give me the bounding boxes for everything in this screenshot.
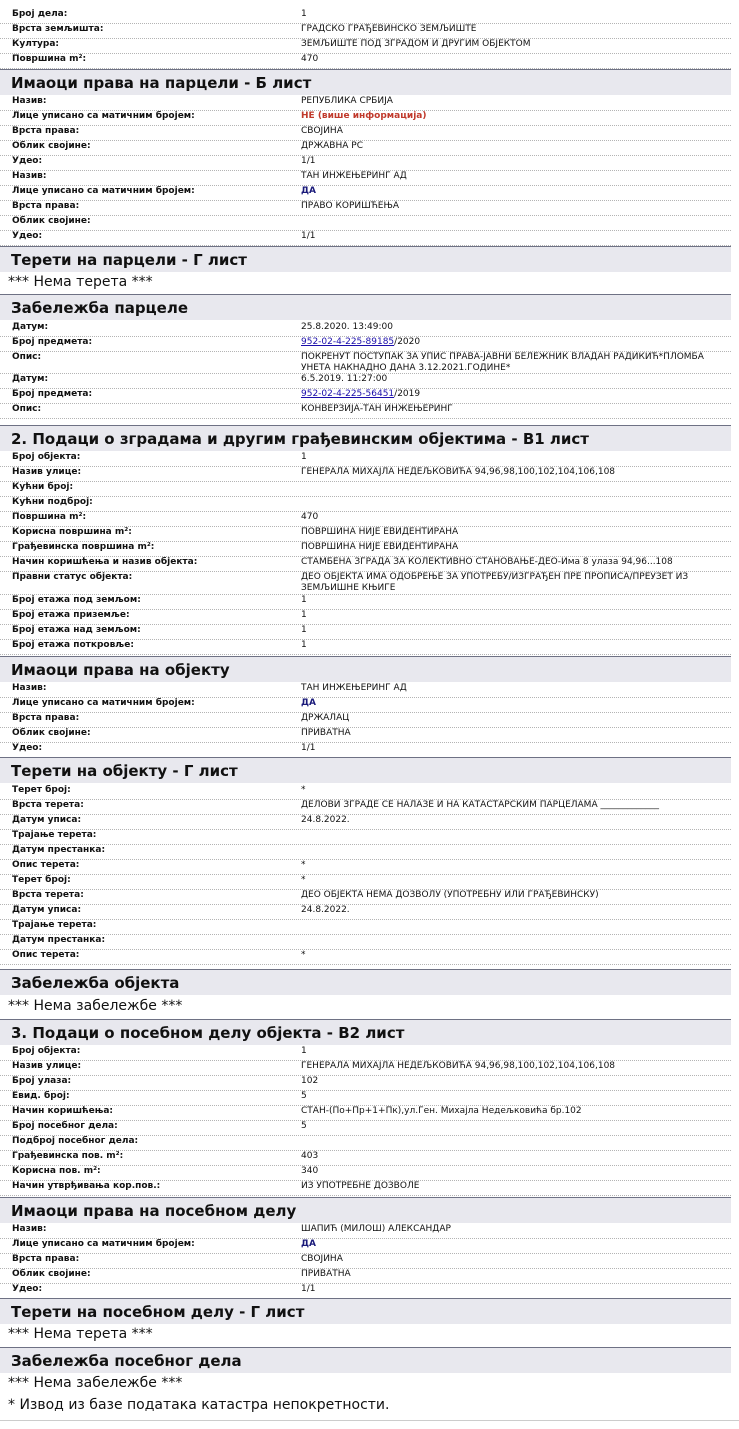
section-title: Терети на објекту - Г лист bbox=[11, 762, 238, 780]
field-value: ГЕНЕРАЛА МИХАЈЛА НЕДЕЉКОВИЋА 94,96,98,100,102,104,106,108 bbox=[301, 1061, 616, 1071]
bottom-divider bbox=[0, 1420, 739, 1421]
field-value: 5 bbox=[301, 1091, 307, 1101]
field-label: Број етажа приземље: bbox=[12, 610, 130, 620]
field-label: Број предмета: bbox=[12, 337, 93, 347]
case-number-link[interactable]: 952-02-4-225-89185 bbox=[301, 337, 395, 347]
field-row bbox=[0, 526, 731, 542]
field-label: Подброј посебног дела: bbox=[12, 1136, 139, 1146]
section-buildings bbox=[0, 425, 731, 451]
field-label: Број етажа поткровље: bbox=[12, 640, 134, 650]
field-row bbox=[0, 1253, 731, 1269]
field-label: Број посебног дела: bbox=[12, 1121, 118, 1131]
field-label: Назив: bbox=[12, 683, 47, 693]
field-value: КОНВЕРЗИЈА-ТАН ИНЖЕЊЕРИНГ bbox=[301, 404, 453, 414]
field-value: ТАН ИНЖЕЊЕРИНГ АД bbox=[301, 683, 407, 693]
field-row bbox=[0, 373, 731, 389]
field-value: 5 bbox=[301, 1121, 307, 1131]
field-label: Лице уписано са матичним бројем: bbox=[12, 1239, 195, 1249]
field-label: Врста земљишта: bbox=[12, 24, 104, 34]
field-label: Опис: bbox=[12, 352, 42, 362]
section-burdens-object bbox=[0, 757, 731, 783]
field-row bbox=[0, 125, 731, 141]
field-label: Удео: bbox=[12, 1284, 43, 1294]
section-title: Имаоци права на објекту bbox=[11, 661, 230, 679]
case-year: /2019 bbox=[394, 389, 421, 399]
field-value: СТАМБЕНА ЗГРАДА ЗА КОЛЕКТИВНО СТАНОВАЊЕ-ДЕО-Има 8 улаза 94,96...108 bbox=[301, 557, 673, 567]
field-label: Лице уписано са матичним бројем: bbox=[12, 111, 195, 121]
field-row bbox=[0, 388, 731, 404]
field-label: Врста права: bbox=[12, 1254, 80, 1264]
no-burdens-special-note: *** Нема терета *** bbox=[8, 1326, 153, 1342]
field-value: ПРИВАТНА bbox=[301, 728, 351, 738]
field-value: ДЕО ОБЈЕКТА ИМА ОДОБРЕЊЕ ЗА УПОТРЕБУ/ИЗГРАЂЕН ПРЕ ПРОПИСА/ПРЕУЗЕТ ИЗ ЗЕМЉИШНЕ КЊИГЕ bbox=[301, 572, 689, 593]
field-value: 1/1 bbox=[301, 231, 316, 241]
case-number-link[interactable]: 952-02-4-225-56451 bbox=[301, 389, 395, 399]
field-row bbox=[0, 624, 731, 640]
field-row bbox=[0, 814, 731, 830]
field-row bbox=[0, 215, 731, 231]
field-row bbox=[0, 949, 731, 965]
field-row bbox=[0, 1045, 731, 1061]
field-label: Кућни број: bbox=[12, 482, 74, 492]
field-label: Кућни подброј: bbox=[12, 497, 93, 507]
field-label: Назив улице: bbox=[12, 467, 82, 477]
field-value: ДРЖАВНА РС bbox=[301, 141, 363, 151]
field-label: Врста терета: bbox=[12, 890, 84, 900]
field-value: ГЕНЕРАЛА МИХАЈЛА НЕДЕЉКОВИЋА 94,96,98,100,102,104,106,108 bbox=[301, 467, 616, 477]
field-label: Опис терета: bbox=[12, 950, 80, 960]
field-row bbox=[0, 110, 731, 126]
field-value: 102 bbox=[301, 1076, 319, 1086]
field-label: Евид. број: bbox=[12, 1091, 70, 1101]
field-label: Корисна пов. m²: bbox=[12, 1166, 101, 1176]
case-year: /2020 bbox=[394, 337, 421, 347]
section-title: 3. Подаци о посебном делу објекта - В2 лист bbox=[11, 1024, 405, 1042]
field-row bbox=[0, 481, 731, 497]
field-row bbox=[0, 934, 731, 950]
section-burdens-parcel bbox=[0, 246, 731, 272]
field-row bbox=[0, 874, 731, 890]
field-label: Опис: bbox=[12, 404, 42, 414]
field-row bbox=[0, 53, 731, 69]
field-row bbox=[0, 155, 731, 171]
field-row bbox=[0, 321, 731, 337]
field-value: ПРАВО КОРИШЋЕЊА bbox=[301, 201, 400, 211]
field-value bbox=[301, 337, 726, 348]
field-row bbox=[0, 1090, 731, 1106]
field-value: 1 bbox=[301, 595, 307, 605]
field-label: Лице уписано са матичним бројем: bbox=[12, 186, 195, 196]
no-burdens-note: *** Нема терета *** bbox=[8, 274, 153, 290]
field-value: ТАН ИНЖЕЊЕРИНГ АД bbox=[301, 171, 407, 181]
field-label: Број етажа над земљом: bbox=[12, 625, 141, 635]
field-label: Правни статус објекта: bbox=[12, 572, 133, 582]
field-label: Врста терета: bbox=[12, 800, 84, 810]
field-row bbox=[0, 541, 731, 557]
field-label: Број објекта: bbox=[12, 1046, 81, 1056]
field-label: Датум престанка: bbox=[12, 845, 106, 855]
field-row bbox=[0, 1120, 731, 1136]
field-label: Врста права: bbox=[12, 713, 80, 723]
section-owners-object bbox=[0, 656, 731, 682]
field-label: Облик својине: bbox=[12, 216, 91, 226]
field-row bbox=[0, 351, 731, 374]
field-value: 403 bbox=[301, 1151, 319, 1161]
field-value: 340 bbox=[301, 1166, 319, 1176]
field-row bbox=[0, 556, 731, 572]
field-label: Облик својине: bbox=[12, 1269, 91, 1279]
field-label: Назив: bbox=[12, 96, 47, 106]
section-title: Забележба посебног дела bbox=[11, 1352, 242, 1370]
field-label: Начин коришћења: bbox=[12, 1106, 114, 1116]
field-value[interactable]: НЕ (више информација) bbox=[301, 111, 427, 121]
field-value: 1 bbox=[301, 640, 307, 650]
field-label: Облик својине: bbox=[12, 728, 91, 738]
field-row bbox=[0, 682, 731, 698]
field-value: ШАПИЋ (МИЛОШ) АЛЕКСАНДАР bbox=[301, 1224, 451, 1234]
field-label: Култура: bbox=[12, 39, 60, 49]
field-label: Лице уписано са матичним бројем: bbox=[12, 698, 195, 708]
field-label: Удео: bbox=[12, 231, 43, 241]
section-title: Терети на посебном делу - Г лист bbox=[11, 1303, 305, 1321]
field-row bbox=[0, 95, 731, 111]
field-row bbox=[0, 451, 731, 467]
field-row bbox=[0, 742, 731, 758]
section-owners-parcel bbox=[0, 69, 731, 95]
no-notes-special-note: *** Нема забележбе *** bbox=[8, 1375, 183, 1391]
field-row bbox=[0, 1238, 731, 1254]
field-label: Грађевинска пов. m²: bbox=[12, 1151, 124, 1161]
field-label: Број улаза: bbox=[12, 1076, 72, 1086]
field-value: ИЗ УПОТРЕБНЕ ДОЗВОЛЕ bbox=[301, 1181, 420, 1191]
field-label: Број објекта: bbox=[12, 452, 81, 462]
field-value: * bbox=[301, 875, 306, 885]
field-row bbox=[0, 594, 731, 610]
field-row bbox=[0, 336, 731, 352]
field-row bbox=[0, 170, 731, 186]
field-label: Удео: bbox=[12, 743, 43, 753]
section-title: 2. Подаци о зградама и другим грађевинским објектима - В1 лист bbox=[11, 430, 589, 448]
field-value: ПОВРШИНА НИЈЕ ЕВИДЕНТИРАНА bbox=[301, 527, 459, 537]
field-row bbox=[0, 1165, 731, 1181]
field-row bbox=[0, 609, 731, 625]
field-label: Површина m²: bbox=[12, 512, 87, 522]
field-row bbox=[0, 904, 731, 920]
field-row bbox=[0, 1075, 731, 1091]
section-title: Забележба објекта bbox=[11, 974, 180, 992]
field-label: Трајање терета: bbox=[12, 830, 97, 840]
field-value: 1 bbox=[301, 1046, 307, 1056]
field-value: * bbox=[301, 860, 306, 870]
field-value: 1 bbox=[301, 9, 307, 19]
field-row bbox=[0, 1105, 731, 1121]
field-label: Површина m²: bbox=[12, 54, 87, 64]
field-value: СВОЈИНА bbox=[301, 1254, 343, 1264]
field-row bbox=[0, 8, 731, 24]
field-row bbox=[0, 496, 731, 512]
field-row bbox=[0, 697, 731, 713]
field-label: Терет број: bbox=[12, 875, 71, 885]
field-label: Датум: bbox=[12, 322, 49, 332]
section-notes-parcel bbox=[0, 294, 731, 320]
field-row bbox=[0, 784, 731, 800]
field-label: Датум уписа: bbox=[12, 815, 82, 825]
field-value: 1/1 bbox=[301, 743, 316, 753]
field-value: ПОВРШИНА НИЈЕ ЕВИДЕНТИРАНА bbox=[301, 542, 459, 552]
field-label: Назив: bbox=[12, 171, 47, 181]
footer-note: * Извод из базе података катастра непокретности. bbox=[8, 1397, 390, 1413]
field-value: 24.8.2022. bbox=[301, 815, 350, 825]
field-label: Датум уписа: bbox=[12, 905, 82, 915]
field-label: Назив улице: bbox=[12, 1061, 82, 1071]
field-label: Датум престанка: bbox=[12, 935, 106, 945]
field-value: 1/1 bbox=[301, 1284, 316, 1294]
field-row bbox=[0, 403, 731, 419]
field-label: Број дела: bbox=[12, 9, 68, 19]
field-value: ПРИВАТНА bbox=[301, 1269, 351, 1279]
field-value: РЕПУБЛИКА СРБИЈА bbox=[301, 96, 393, 106]
section-notes-object bbox=[0, 969, 731, 995]
field-value: * bbox=[301, 785, 306, 795]
field-row bbox=[0, 1283, 731, 1299]
field-row bbox=[0, 639, 731, 655]
field-label: Врста права: bbox=[12, 126, 80, 136]
field-value: ПОКРЕНУТ ПОСТУПАК ЗА УПИС ПРАВА-ЈАВНИ БЕЛЕЖНИК ВЛАДАН РАДИКИЋ*ПЛОМБА УНЕТА НАКНАДНО ДАНА 3.12.2021.ГОДИНЕ* bbox=[301, 352, 704, 373]
field-value: ДА bbox=[301, 698, 316, 708]
field-value: ДЕО ОБЈЕКТА НЕМА ДОЗВОЛУ (УПОТРЕБНУ ИЛИ ГРАЂЕВИНСКУ) bbox=[301, 890, 599, 900]
field-value: 24.8.2022. bbox=[301, 905, 350, 915]
field-value: 1 bbox=[301, 610, 307, 620]
field-label: Удео: bbox=[12, 156, 43, 166]
field-row bbox=[0, 38, 731, 54]
field-value: ДА bbox=[301, 186, 316, 196]
field-value: 25.8.2020. 13:49:00 bbox=[301, 322, 393, 332]
field-row bbox=[0, 23, 731, 39]
field-row bbox=[0, 185, 731, 201]
field-label: Трајање терета: bbox=[12, 920, 97, 930]
field-row bbox=[0, 511, 731, 527]
field-value: 6.5.2019. 11:27:00 bbox=[301, 374, 388, 384]
field-row bbox=[0, 799, 731, 815]
field-row bbox=[0, 712, 731, 728]
field-value bbox=[301, 389, 726, 400]
field-label: Терет број: bbox=[12, 785, 71, 795]
field-value: СТАН-(По+Пр+1+Пк),ул.Ген. Михајла Недељковића бр.102 bbox=[301, 1106, 582, 1116]
field-label: Начин утврђивања кор.пов.: bbox=[12, 1181, 161, 1191]
field-row bbox=[0, 571, 731, 595]
field-row bbox=[0, 844, 731, 860]
field-value: СВОЈИНА bbox=[301, 126, 343, 136]
section-title: Терети на парцели - Г лист bbox=[11, 251, 247, 269]
field-row bbox=[0, 1180, 731, 1196]
field-row bbox=[0, 1223, 731, 1239]
field-value: 470 bbox=[301, 512, 319, 522]
field-label: Број етажа под земљом: bbox=[12, 595, 141, 605]
field-value: 1/1 bbox=[301, 156, 316, 166]
field-row bbox=[0, 859, 731, 875]
field-label: Број предмета: bbox=[12, 389, 93, 399]
section-special-part bbox=[0, 1019, 731, 1045]
field-value: 470 bbox=[301, 54, 319, 64]
field-row bbox=[0, 200, 731, 216]
field-row bbox=[0, 727, 731, 743]
field-row bbox=[0, 1060, 731, 1076]
field-row bbox=[0, 889, 731, 905]
field-label: Назив: bbox=[12, 1224, 47, 1234]
field-value: ГРАДСКО ГРАЂЕВИНСКО ЗЕМЉИШТЕ bbox=[301, 24, 477, 34]
no-notes-object-note: *** Нема забележбе *** bbox=[8, 998, 183, 1014]
field-row bbox=[0, 466, 731, 482]
field-row bbox=[0, 829, 731, 845]
field-label: Грађевинска површина m²: bbox=[12, 542, 155, 552]
field-label: Датум: bbox=[12, 374, 49, 384]
field-value: 1 bbox=[301, 625, 307, 635]
field-value: ДРЖАЛАЦ bbox=[301, 713, 350, 723]
field-label: Корисна површина m²: bbox=[12, 527, 132, 537]
section-title: Забележба парцеле bbox=[11, 299, 189, 317]
field-row bbox=[0, 919, 731, 935]
section-title: Имаоци права на парцели - Б лист bbox=[11, 74, 312, 92]
field-row bbox=[0, 1268, 731, 1284]
field-row bbox=[0, 140, 731, 156]
section-title: Имаоци права на посебном делу bbox=[11, 1202, 297, 1220]
field-value: ЗЕМЉИШТЕ ПОД ЗГРАДОМ И ДРУГИМ ОБЈЕКТОМ bbox=[301, 39, 531, 49]
field-row bbox=[0, 230, 731, 246]
field-label: Опис терета: bbox=[12, 860, 80, 870]
field-label: Облик својине: bbox=[12, 141, 91, 151]
field-label: Начин коришћења и назив објекта: bbox=[12, 557, 198, 567]
field-value: ДЕЛОВИ ЗГРАДЕ СЕ НАЛАЗЕ И НА КАТАСТАРСКИМ ПАРЦЕЛАМА _____________ bbox=[301, 800, 659, 810]
field-row bbox=[0, 1135, 731, 1151]
field-value: * bbox=[301, 950, 306, 960]
field-value: 1 bbox=[301, 452, 307, 462]
section-burdens-special bbox=[0, 1298, 731, 1324]
field-value: ДА bbox=[301, 1239, 316, 1249]
field-row bbox=[0, 1150, 731, 1166]
section-notes-special bbox=[0, 1347, 731, 1373]
section-owners-special bbox=[0, 1197, 731, 1223]
field-label: Врста права: bbox=[12, 201, 80, 211]
